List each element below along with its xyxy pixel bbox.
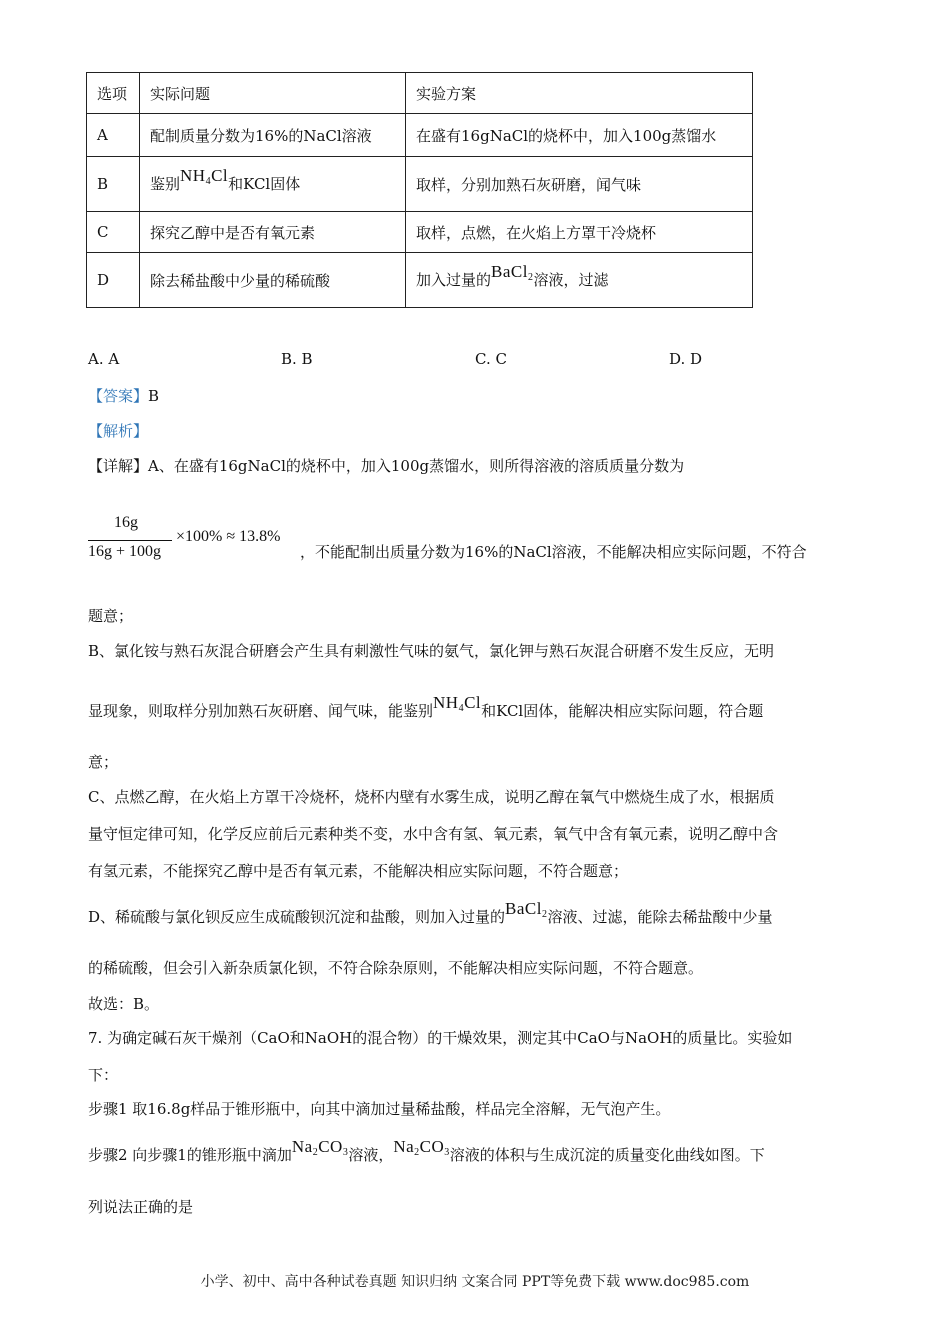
- row-plan: 取样，分别加熟石灰研磨，闻气味: [406, 157, 753, 212]
- row-option: C: [87, 212, 140, 253]
- detail-tag: 【详解】: [88, 457, 149, 475]
- choice-c: C. C: [475, 350, 507, 368]
- row-option: D: [87, 253, 140, 308]
- bacl2-formula: BaCl$_2$: [505, 899, 548, 920]
- answer-line: [88, 385, 159, 406]
- na2co3-formula: $Na_2CO_3$: [393, 1137, 450, 1158]
- fraction-bar: [88, 540, 172, 541]
- choice-a: A. A: [88, 350, 120, 368]
- detail-c-line2: 量守恒定律可知，化学反应前后元素种类不变，水中含有氢、氧元素，氧气中含有氧元素，说明乙醇中含: [88, 825, 779, 843]
- nh4cl-formula: $NH_4Cl$: [180, 166, 229, 187]
- header-plan: 实验方案: [406, 73, 753, 114]
- q7-step1: 步骤1 取16.8g样品于锥形瓶中，向其中滴加过量稀盐酸，样品完全溶解，无气泡产生。: [88, 1100, 671, 1118]
- row-problem: 配制质量分数为16%的NaCl溶液: [140, 114, 406, 157]
- row-problem: 探究乙醇中是否有氧元素: [140, 212, 406, 253]
- fraction-numerator: 16g: [114, 514, 138, 531]
- detail-a-line2: ，不能配制出质量分数为16%的NaCl溶液，不能解决相应实际问题，不符合: [300, 543, 807, 561]
- row-option: B: [87, 157, 140, 212]
- row-option: A: [87, 114, 140, 157]
- table-row: [87, 114, 753, 157]
- q7-line1: 7. 为确定碱石灰干燥剂（CaO和NaOH的混合物）的干燥效果，测定其中CaO与NaOH的质量比。实验如: [88, 1029, 793, 1047]
- conclusion: 故选：B。: [88, 995, 160, 1013]
- detail-b-line1: B、氯化铵与熟石灰混合研磨会产生具有刺激性气味的氨气，氯化钾与熟石灰混合研磨不发生反应，无明: [88, 642, 775, 660]
- fraction-denominator: 16g + 100g: [88, 543, 162, 560]
- answer-tag: 【答案】: [88, 387, 149, 405]
- answer-value: B: [148, 387, 160, 405]
- detail-a-line3: 题意；: [88, 607, 134, 625]
- row-problem: 除去稀盐酸中少量的稀硫酸: [140, 253, 406, 308]
- row-plan: 加入过量的BaCl$_2$溶液，过滤: [406, 253, 753, 308]
- detail-b-line2: 显现象，则取样分别加熟石灰研磨、闻气味，能鉴别$NH_4Cl$和KCl固体，能解决相应实际问题，符合题: [88, 693, 764, 720]
- detail-c-line1: C、点燃乙醇，在火焰上方罩干冷烧杯，烧杯内壁有水雾生成，说明乙醇在氧气中燃烧生成了水，根据质: [88, 788, 775, 806]
- q7-step2: 步骤2 向步骤1的锥形瓶中滴加$Na_2CO_3$溶液，$Na_2CO_3$溶液的体积与生成沉淀的质量变化曲线如图。下: [88, 1137, 765, 1164]
- problem-suffix: 和KCl固体: [228, 175, 301, 193]
- options-table: [86, 72, 753, 308]
- detail-d-line2: 的稀硫酸，但会引入新杂质氯化钡，不符合除杂原则，不能解决相应实际问题，不符合题意。: [88, 959, 704, 977]
- bacl2-formula: BaCl$_2$: [491, 262, 534, 283]
- row-problem: [140, 157, 406, 212]
- table-row: [87, 253, 753, 308]
- detail-a-line1: 【详解】A、在盛有16gNaCl的烧杯中，加入100g蒸馏水，则所得溶液的溶质质量分数为: [88, 457, 685, 475]
- table-row: [87, 157, 753, 212]
- fraction-result: ×100% ≈ 13.8%: [176, 528, 281, 545]
- table-header-row: [87, 73, 753, 114]
- header-problem: 实际问题: [140, 73, 406, 114]
- analysis-tag: 【解析】: [88, 422, 149, 440]
- row-plan: 在盛有16gNaCl的烧杯中，加入100g蒸馏水: [406, 114, 753, 157]
- table-row: [87, 212, 753, 253]
- q7-line2: 下：: [88, 1066, 119, 1084]
- page-footer: 小学、初中、高中各种试卷真题 知识归纳 文案合同 PPT等免费下载 www.doc985.com: [200, 1274, 750, 1290]
- row-plan: 取样，点燃，在火焰上方罩干冷烧杯: [406, 212, 753, 253]
- detail-c-line3: 有氢元素，不能探究乙醇中是否有氧元素，不能解决相应实际问题，不符合题意；: [88, 862, 629, 880]
- detail-b-line3: 意；: [88, 753, 119, 771]
- na2co3-formula: $Na_2CO_3$: [291, 1137, 349, 1158]
- q7-last-line: 列说法正确的是: [88, 1198, 194, 1216]
- choice-b: B. B: [281, 350, 313, 368]
- nh4cl-formula: $NH_4Cl$: [433, 693, 482, 714]
- header-option: 选项: [87, 73, 140, 114]
- choice-d: D. D: [669, 350, 703, 368]
- problem-prefix: 鉴别: [150, 175, 181, 193]
- detail-d-line1: D、稀硫酸与氯化钡反应生成硫酸钡沉淀和盐酸，则加入过量的BaCl$_2$溶液、过滤，能除去稀盐酸中少量: [88, 899, 773, 926]
